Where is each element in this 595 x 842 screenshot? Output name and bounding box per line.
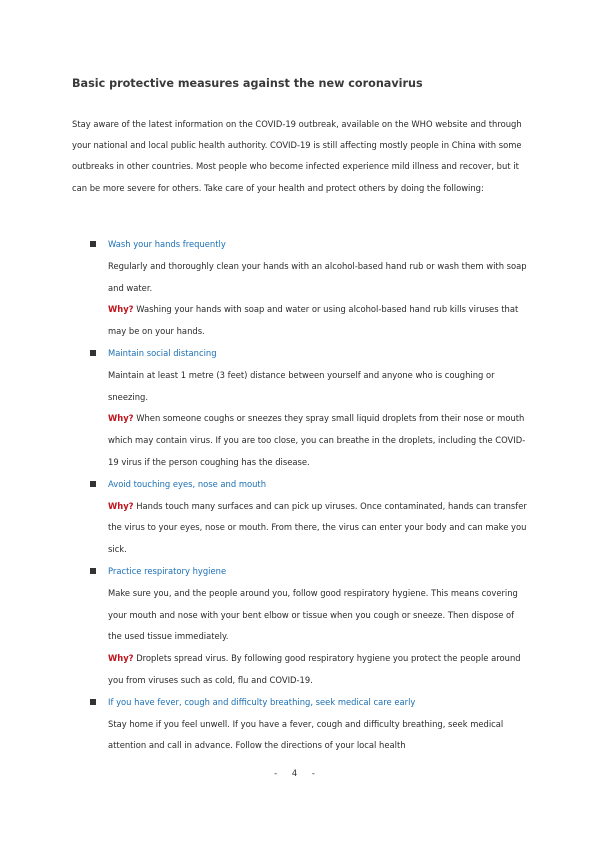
list-item-body: Regularly and thoroughly clean your hands with an alcohol-based hand rub or wash them with soap and water. (108, 260, 527, 293)
list-item-body: Stay home if you feel unwell. If you have a fever, cough and difficulty breathing, seek medical attention and call in advance. Follow the directions of your local health (108, 718, 504, 751)
list-item (90, 474, 530, 561)
list-item-body: Maintain at least 1 metre (3 feet) distance between yourself and anyone who is coughing or sneezing. (108, 369, 495, 402)
why-text: Droplets spread virus. By following good respiratory hygiene you protect the people around you from viruses such as cold, flu and COVID-19. (108, 653, 521, 685)
list-item-title: Practice respiratory hygiene (108, 565, 227, 576)
why-label: Why? (108, 413, 134, 424)
square-bullet-icon (90, 481, 96, 487)
list-item-title: Avoid touching eyes, nose and mouth (108, 478, 267, 489)
square-bullet-icon (90, 699, 96, 705)
list-item-title: Maintain social distancing (108, 347, 217, 358)
list-item-title: Wash your hands frequently (108, 239, 226, 249)
why-label: Why? (108, 304, 134, 315)
list-item (90, 692, 530, 757)
square-bullet-icon (90, 241, 96, 247)
list-item-why (108, 648, 530, 692)
bullet-list (90, 234, 530, 757)
why-text: Washing your hands with soap and water or using alcohol-based hand rub kills viruses that may be on your hands. (108, 304, 519, 337)
why-label: Why? (108, 653, 134, 664)
list-item (90, 343, 530, 474)
list-item-title: If you have fever, cough and difficulty breathing, seek medical care early (108, 696, 416, 707)
why-text: Hands touch many surfaces and can pick up viruses. Once contaminated, hands can transfer the virus to your eyes, nose or mouth. From there, the virus can enter your body and can make you sick. (108, 500, 527, 555)
page-title: Basic protective measures against the new coronavirus (72, 77, 423, 90)
list-item-why (108, 496, 530, 561)
list-item-why (108, 408, 530, 473)
intro-paragraph: Stay aware of the latest information on the COVID-19 outbreak, available on the WHO website and through your national and local public health authority. COVID-19 is still affecting mostly people in China with some outbreaks in other countries. Most people who become infected experience mild illness and recover, but it can be more severe for others. Take care of your health and protect others by doing the following: (72, 119, 522, 193)
why-label: Why? (108, 500, 134, 511)
square-bullet-icon (90, 568, 96, 574)
list-item (90, 234, 530, 343)
page-number: - 4 - (274, 768, 321, 778)
list-item-body: Make sure you, and the people around you, follow good respiratory hygiene. This means covering your mouth and nose with your bent elbow or tissue when you cough or sneeze. Then dispose of the used tissue immediately. (108, 587, 518, 642)
square-bullet-icon (90, 350, 96, 356)
why-text: When someone coughs or sneezes they spray small liquid droplets from their nose or mouth which may contain virus. If you are too close, you can breathe in the droplets, including the COVID-19 virus if the person coughing has the disease. (108, 413, 526, 467)
list-item (90, 561, 530, 692)
list-item-why (108, 299, 530, 343)
